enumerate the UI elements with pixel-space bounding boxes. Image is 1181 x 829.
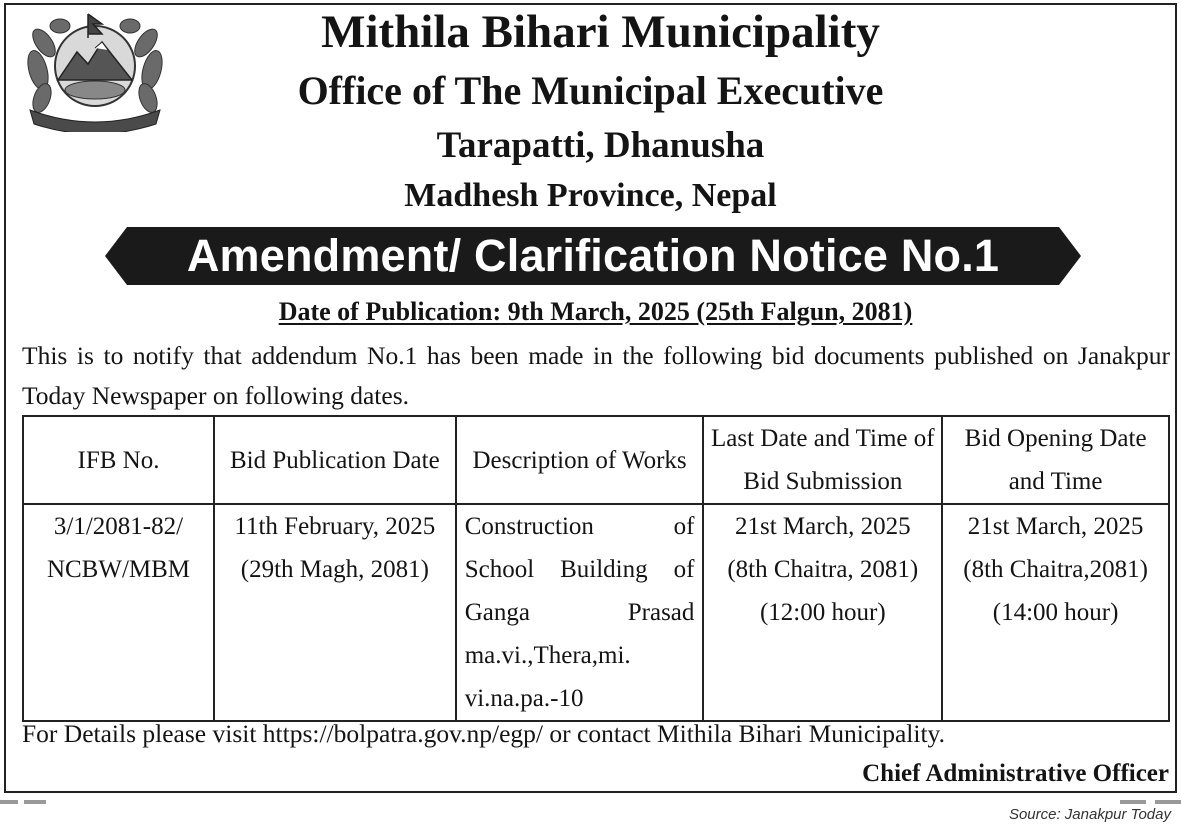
opening-line: 21st March, 2025 (967, 513, 1144, 540)
submission-line: (8th Chaitra, 2081) (727, 556, 919, 583)
opening-line: (14:00 hour) (992, 599, 1119, 626)
notice-title: Amendment/ Clarification Notice No.1 (186, 230, 1000, 281)
submission-line: (12:00 hour) (759, 599, 886, 626)
municipality-name: Mithila Bihari Municipality (321, 6, 880, 58)
source-credit: Source: Janakpur Today (1008, 806, 1171, 823)
cell-description: Construction of School Building of Ganga Prasad ma.vi.,Thera,mi. vi.na.pa.-10 (456, 504, 704, 721)
details-line: For Details please visit https://bolpatra.gov.np/egp/ or contact Mithila Bihari Municipality. (22, 719, 946, 748)
column-header-opening: Bid Opening Date and Time (942, 416, 1169, 504)
cell-opening (942, 504, 1169, 721)
opening-line: (8th Chaitra,2081) (963, 556, 1148, 583)
table-row (23, 504, 1169, 721)
divider (0, 800, 18, 804)
divider (24, 800, 46, 804)
notice-title-banner (105, 227, 1081, 285)
intro-paragraph: This is to notify that addendum No.1 has been made in the following bid documents published on Janakpur Today Newspaper on following dates. (22, 341, 1170, 410)
divider (1155, 800, 1181, 804)
ifb-line: NCBW/MBM (46, 556, 191, 583)
column-header-submission: Last Date and Time of Bid Submission (703, 416, 942, 504)
bid-table (22, 415, 1170, 722)
cell-publication-date (214, 504, 456, 721)
table-header-row (23, 416, 1169, 504)
province-line: Madhesh Province, Nepal (404, 177, 777, 214)
publication-date-line: 11th February, 2025 (234, 513, 436, 540)
signatory: Chief Administrative Officer (862, 760, 1169, 787)
column-header-description: Description of Works (456, 416, 704, 504)
divider (1120, 800, 1146, 804)
publication-date: Date of Publication: 9th March, 2025 (25th Falgun, 2081) (278, 297, 913, 326)
column-header-ifb: IFB No. (23, 416, 214, 504)
office-location: Tarapatti, Dhanusha (436, 125, 765, 166)
publication-date-line: (29th Magh, 2081) (240, 556, 429, 583)
office-name: Office of The Municipal Executive (297, 68, 884, 113)
cell-submission (703, 504, 942, 721)
submission-line: 21st March, 2025 (734, 513, 911, 540)
cell-ifb (23, 504, 214, 721)
column-header-publication-date: Bid Publication Date (214, 416, 456, 504)
ifb-line: 3/1/2081-82/ (53, 513, 184, 540)
